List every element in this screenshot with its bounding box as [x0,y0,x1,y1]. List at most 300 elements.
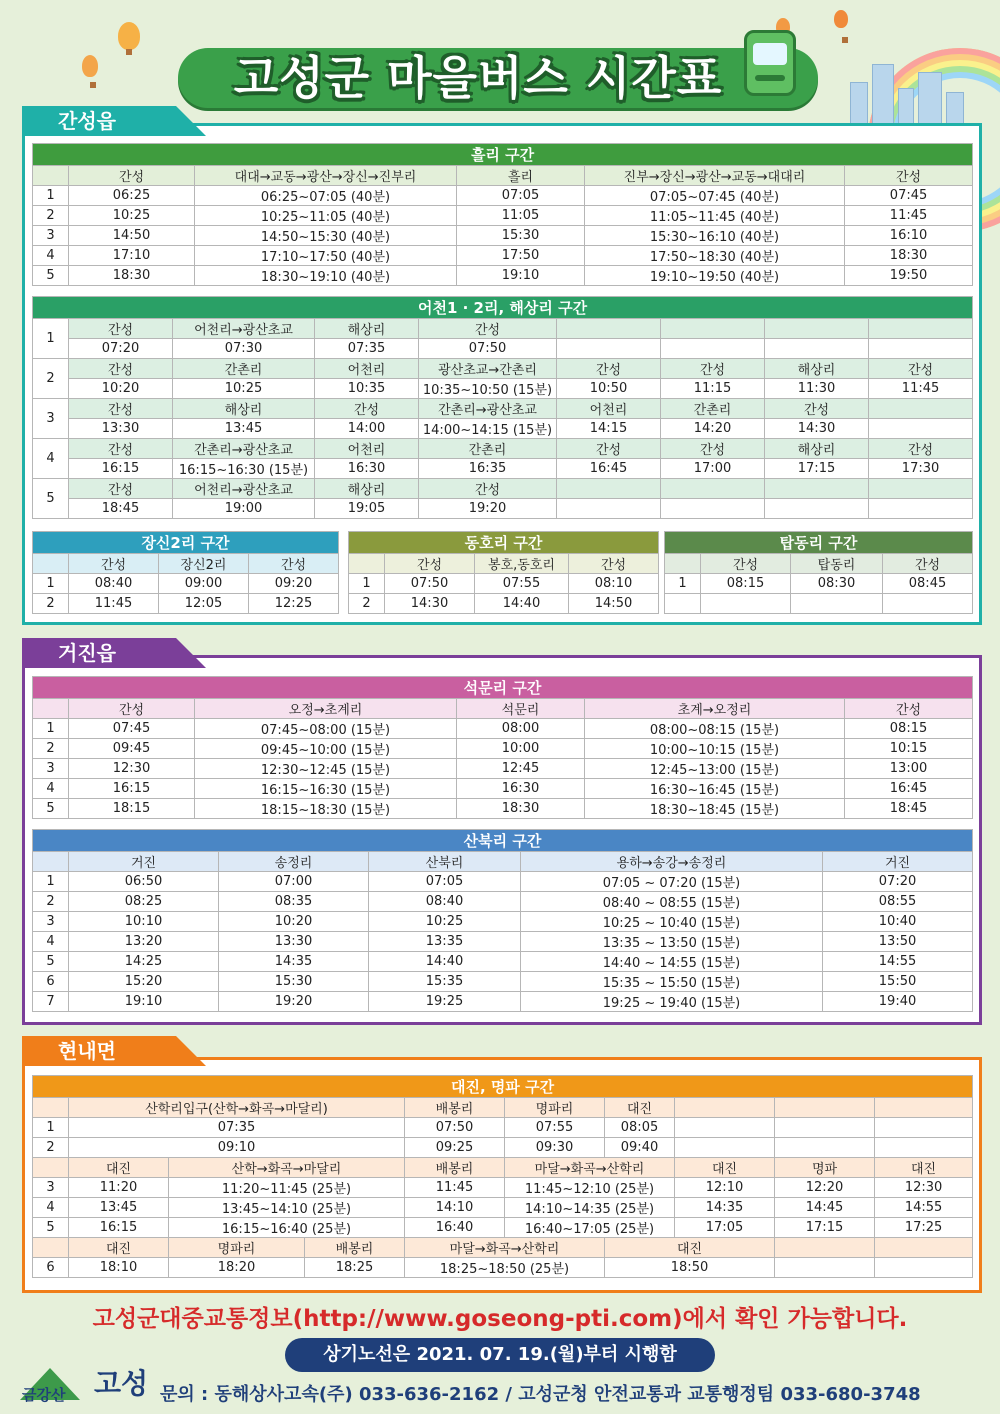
time-cell: 15:30 [457,226,585,246]
table-row [33,739,973,759]
time-cell: 07:45~08:00 (15분) [195,719,457,739]
time-cell: 07:30 [173,339,315,359]
time-cell: 14:40 [475,594,569,614]
row-number: 4 [33,246,69,266]
time-cell: 18:25 [305,1258,405,1278]
table-row [33,226,973,246]
time-cell: 07:55 [475,574,569,594]
table-row [349,594,659,614]
time-cell: 14:55 [875,1198,973,1218]
time-cell [869,419,973,439]
time-cell: 17:15 [775,1218,875,1238]
logo-text: 고성 [94,1367,149,1400]
time-cell: 17:50 [457,246,585,266]
time-cell: 14:20 [661,419,765,439]
time-cell [765,499,869,519]
time-cell: 10:25 [69,206,195,226]
table-row [33,1198,973,1218]
col-header: 진부→장신→광산→교동→대대리 [585,166,845,186]
col-header: 간성 [869,439,973,459]
time-cell: 13:45 [69,1198,169,1218]
col-header: 간성 [845,166,973,186]
time-cell: 15:35 ~ 15:50 (15분) [521,972,823,992]
table-row [665,594,973,614]
time-cell: 08:45 [883,574,973,594]
time-cell: 08:35 [219,892,369,912]
col-header: 산학리입구(산학→화곡→마달리) [69,1098,405,1118]
time-cell: 14:40 [369,952,521,972]
time-cell: 14:30 [765,419,869,439]
row-number: 4 [33,439,69,479]
col-header: 간성 [69,479,173,499]
time-cell: 11:45~12:10 (25분) [505,1178,675,1198]
time-cell: 07:20 [69,339,173,359]
time-cell [765,339,869,359]
time-cell [661,499,765,519]
table-row [33,972,973,992]
col-header: 용하→송강→송정리 [521,852,823,872]
col-header: 대진 [69,1158,169,1178]
row-number: 2 [33,206,69,226]
col-header: 산북리 [369,852,521,872]
row-number: 1 [33,1118,69,1138]
time-cell: 19:10 [457,266,585,286]
table-title: 흘리 구간 [33,144,973,166]
table-row [665,574,973,594]
time-cell: 08:55 [823,892,973,912]
time-cell: 19:10 [69,992,219,1012]
time-cell: 19:20 [219,992,369,1012]
time-cell: 18:50 [605,1258,775,1278]
time-cell: 14:55 [823,952,973,972]
table-row [33,1138,973,1158]
time-cell: 18:15 [69,799,195,819]
table-row [33,266,973,286]
city-illustration [840,60,970,132]
table-title: 탑동리 구간 [665,532,973,554]
col-header [765,319,869,339]
table-row [33,719,973,739]
col-header: 대진 [675,1158,775,1178]
table-heulri [32,143,973,286]
row-number: 1 [349,574,385,594]
time-cell: 16:10 [845,226,973,246]
time-cell: 10:35~10:50 (15분) [419,379,557,399]
col-header: 어천리 [315,359,419,379]
col-header: 간성 [869,359,973,379]
col-header [557,319,661,339]
table-title: 석문리 구간 [33,677,973,699]
time-cell: 08:30 [791,574,883,594]
time-cell: 16:30~16:45 (15분) [585,779,845,799]
col-header: 장신2리 [159,554,249,574]
time-cell: 16:15~16:30 (15분) [195,779,457,799]
time-cell: 07:35 [315,339,419,359]
table-row [33,1178,973,1198]
time-cell: 13:20 [69,932,219,952]
col-header: 석문리 [457,699,585,719]
row-number: 2 [33,359,69,399]
info-url-notice: 고성군대중교통정보(http://www.goseong-pti.com)에서 확인 가능합니다. [92,1306,908,1332]
time-cell: 10:50 [557,379,661,399]
row-number: 4 [33,932,69,952]
time-cell: 17:10~17:50 (40분) [195,246,457,266]
time-cell: 16:35 [419,459,557,479]
logo-text-small: 금강산 [22,1386,66,1404]
row-number: 1 [33,186,69,206]
time-cell: 19:40 [823,992,973,1012]
col-header [557,479,661,499]
time-cell: 08:15 [701,574,791,594]
time-cell: 10:00~10:15 (15분) [585,739,845,759]
row-number: 2 [33,1138,69,1158]
table-row [349,574,659,594]
time-cell: 17:10 [69,246,195,266]
time-cell: 13:35 ~ 13:50 (15분) [521,932,823,952]
row-number: 2 [349,594,385,614]
table-row [33,459,973,479]
col-header: 간성 [419,319,557,339]
col-header: 명파리 [169,1238,305,1258]
table-row [33,779,973,799]
time-cell: 14:50 [69,226,195,246]
time-cell: 10:25 [173,379,315,399]
table-row [33,892,973,912]
time-cell: 14:10~14:35 (25분) [505,1198,675,1218]
time-cell: 09:00 [159,574,249,594]
page-title: 고성군 마을버스 시간표 [233,51,723,105]
row-number: 4 [33,779,69,799]
row-number: 3 [33,1178,69,1198]
time-cell: 11:05~11:45 (40분) [585,206,845,226]
time-cell: 16:40 [405,1218,505,1238]
time-cell: 08:40 ~ 08:55 (15분) [521,892,823,912]
time-cell: 07:05 [369,872,521,892]
row-number: 3 [33,759,69,779]
time-cell: 14:25 [69,952,219,972]
table-eocheon [32,296,973,519]
table-row [33,872,973,892]
time-cell: 10:00 [457,739,585,759]
table-tapdong [664,531,973,614]
time-cell: 14:40 ~ 14:55 (15분) [521,952,823,972]
time-cell: 19:25 ~ 19:40 (15분) [521,992,823,1012]
time-cell: 15:50 [823,972,973,992]
table-row [33,759,973,779]
table-row [33,992,973,1012]
section-tab-geojin: 거진읍 [22,638,176,668]
time-cell: 14:15 [557,419,661,439]
time-cell: 15:20 [69,972,219,992]
time-cell [869,339,973,359]
time-cell: 11:20 [69,1178,169,1198]
time-cell: 07:05~07:45 (40분) [585,186,845,206]
time-cell: 10:20 [69,379,173,399]
time-cell: 18:45 [69,499,173,519]
time-cell: 19:50 [845,266,973,286]
contact-info: 문의 : 동해상사고속(주) 033-636-2162 / 고성군청 안전교통과 교통행정팀 033-680-3748 [160,1384,921,1405]
col-header [869,319,973,339]
row-number: 2 [33,594,69,614]
time-cell: 17:05 [675,1218,775,1238]
time-cell: 11:45 [405,1178,505,1198]
col-header: 대진 [605,1238,775,1258]
col-header: 해상리 [765,359,869,379]
col-header: 간성 [569,554,659,574]
time-cell: 08:15 [845,719,973,739]
balloon-icon [118,22,140,50]
table-header-row [33,319,973,339]
table-row [33,339,973,359]
col-header: 해상리 [765,439,869,459]
time-cell: 11:30 [765,379,869,399]
row-number: 1 [33,574,69,594]
time-cell: 17:30 [869,459,973,479]
col-header: 어천리→광산초교 [173,479,315,499]
row-number: 5 [33,799,69,819]
table-row [33,186,973,206]
time-cell: 17:50~18:30 (40분) [585,246,845,266]
table-header-row [33,399,973,419]
row-number: 7 [33,992,69,1012]
col-header: 마달→화곡→산학리 [505,1158,675,1178]
time-cell: 11:45 [845,206,973,226]
time-cell: 16:40~17:05 (25분) [505,1218,675,1238]
col-header: 간성 [883,554,973,574]
table-title: 대진, 명파 구간 [33,1076,973,1098]
table-row [33,1218,973,1238]
time-cell: 10:25 [369,912,521,932]
balloon-icon [82,55,98,77]
time-cell: 19:00 [173,499,315,519]
col-header: 간성 [701,554,791,574]
time-cell: 07:50 [405,1118,505,1138]
time-cell [557,499,661,519]
table-header-row [33,439,973,459]
time-cell: 09:10 [69,1138,405,1158]
effective-date-banner: 상기노선은 2021. 07. 19.(월)부터 시행함 [285,1338,715,1372]
time-cell: 08:10 [569,574,659,594]
time-cell: 12:20 [775,1178,875,1198]
col-header: 간촌리→광산초교 [419,399,557,419]
col-header: 간성 [765,399,869,419]
col-header [869,399,973,419]
table-daejin [32,1075,973,1278]
row-number: 5 [33,952,69,972]
time-cell: 10:20 [219,912,369,932]
time-cell: 09:20 [249,574,339,594]
time-cell: 13:50 [823,932,973,952]
time-cell: 07:50 [385,574,475,594]
time-cell: 06:50 [69,872,219,892]
row-number: 5 [33,479,69,519]
col-header [661,319,765,339]
time-cell: 10:15 [845,739,973,759]
table-sanbuk [32,829,973,1012]
time-cell: 14:00 [315,419,419,439]
col-header: 송정리 [219,852,369,872]
col-header: 간성 [661,359,765,379]
col-header: 대진 [69,1238,169,1258]
time-cell: 12:10 [675,1178,775,1198]
time-cell: 06:25~07:05 (40분) [195,186,457,206]
time-cell: 08:00 [457,719,585,739]
col-header: 봉호,동호리 [475,554,569,574]
goseong-logo [20,1360,150,1406]
table-row [33,574,339,594]
time-cell: 16:15 [69,1218,169,1238]
table-title: 어천1 · 2리, 해상리 구간 [33,297,973,319]
col-header: 해상리 [173,399,315,419]
time-cell: 15:30~16:10 (40분) [585,226,845,246]
time-cell: 08:00~08:15 (15분) [585,719,845,739]
time-cell: 19:25 [369,992,521,1012]
time-cell: 12:25 [249,594,339,614]
row-number: 2 [33,739,69,759]
time-cell: 11:45 [69,594,159,614]
time-cell: 11:05 [457,206,585,226]
table-row [33,1118,973,1138]
time-cell: 09:30 [505,1138,605,1158]
col-header: 간성 [69,439,173,459]
col-header: 간성 [69,359,173,379]
time-cell: 13:35 [369,932,521,952]
time-cell: 14:50~15:30 (40분) [195,226,457,246]
table-dongho [348,531,659,614]
table-row [33,1258,973,1278]
col-header: 배봉리 [405,1098,505,1118]
time-cell: 11:20~11:45 (25분) [169,1178,405,1198]
time-cell: 13:30 [219,932,369,952]
time-cell: 18:45 [845,799,973,819]
time-cell: 18:10 [69,1258,169,1278]
time-cell [661,339,765,359]
table-row [33,952,973,972]
time-cell: 12:30 [69,759,195,779]
col-header: 거진 [823,852,973,872]
time-cell: 18:15~18:30 (15분) [195,799,457,819]
table-title: 산북리 구간 [33,830,973,852]
time-cell: 07:05 ~ 07:20 (15분) [521,872,823,892]
time-cell: 15:30 [219,972,369,992]
time-cell: 18:20 [169,1258,305,1278]
time-cell: 12:30~12:45 (15분) [195,759,457,779]
time-cell: 09:25 [405,1138,505,1158]
time-cell: 12:30 [875,1178,973,1198]
time-cell: 10:25 ~ 10:40 (15분) [521,912,823,932]
time-cell: 19:10~19:50 (40분) [585,266,845,286]
time-cell [869,499,973,519]
table-row [33,419,973,439]
col-header: 해상리 [315,479,419,499]
row-number: 2 [33,892,69,912]
col-header: 탑동리 [791,554,883,574]
time-cell: 17:25 [875,1218,973,1238]
col-header: 간성 [69,166,195,186]
time-cell: 13:30 [69,419,173,439]
header [0,0,1000,120]
col-header: 배봉리 [305,1238,405,1258]
col-header: 명파리 [505,1098,605,1118]
time-cell: 07:50 [419,339,557,359]
time-cell: 10:35 [315,379,419,399]
time-cell: 06:25 [69,186,195,206]
section-tab-hyunnae: 현내면 [22,1036,176,1066]
section-tab-gansung: 간성읍 [22,106,176,136]
table-row [33,799,973,819]
time-cell: 19:20 [419,499,557,519]
table-seokmun [32,676,973,819]
col-header: 간성 [557,439,661,459]
col-header: 어천리→광산초교 [173,319,315,339]
row-number: 6 [33,972,69,992]
row-number: 4 [33,1198,69,1218]
time-cell: 14:50 [569,594,659,614]
row-number: 3 [33,399,69,439]
row-number: 3 [33,912,69,932]
time-cell: 18:25~18:50 (25분) [405,1258,605,1278]
row-number: 1 [33,872,69,892]
time-cell: 09:45~10:00 (15분) [195,739,457,759]
time-cell: 10:10 [69,912,219,932]
col-header: 간촌리 [661,399,765,419]
time-cell: 14:35 [219,952,369,972]
time-cell: 08:40 [69,574,159,594]
table-jangsin [32,531,339,614]
time-cell: 07:45 [845,186,973,206]
time-cell: 18:30 [69,266,195,286]
time-cell: 08:40 [369,892,521,912]
time-cell: 18:30~19:10 (40분) [195,266,457,286]
time-cell: 18:30 [845,246,973,266]
col-header: 어천리 [315,439,419,459]
col-header: 간성 [69,319,173,339]
time-cell: 12:45~13:00 (15분) [585,759,845,779]
col-header: 초계→오정리 [585,699,845,719]
bus-icon [744,30,796,96]
col-header: 대진 [605,1098,675,1118]
time-cell: 11:15 [661,379,765,399]
table-row [33,932,973,952]
time-cell: 07:00 [219,872,369,892]
col-header: 광산초교→간촌리 [419,359,557,379]
time-cell: 13:45~14:10 (25분) [169,1198,405,1218]
row-number: 5 [33,266,69,286]
col-header: 거진 [69,852,219,872]
col-header: 간성 [385,554,475,574]
time-cell: 12:05 [159,594,249,614]
col-header: 어천리 [557,399,661,419]
col-header: 흘리 [457,166,585,186]
col-header: 간성 [69,699,195,719]
table-title: 동호리 구간 [349,532,659,554]
col-header: 대진 [875,1158,973,1178]
col-header: 간성 [69,399,173,419]
time-cell: 14:10 [405,1198,505,1218]
row-number: 5 [33,1218,69,1238]
col-header: 간성 [249,554,339,574]
time-cell: 07:45 [69,719,195,739]
col-header [869,479,973,499]
table-row [33,594,339,614]
col-header: 산학→화곡→마달리 [169,1158,405,1178]
time-cell: 14:45 [775,1198,875,1218]
time-cell: 09:45 [69,739,195,759]
time-cell: 15:35 [369,972,521,992]
time-cell: 10:40 [823,912,973,932]
row-number: 6 [33,1258,69,1278]
col-header: 간촌리 [173,359,315,379]
